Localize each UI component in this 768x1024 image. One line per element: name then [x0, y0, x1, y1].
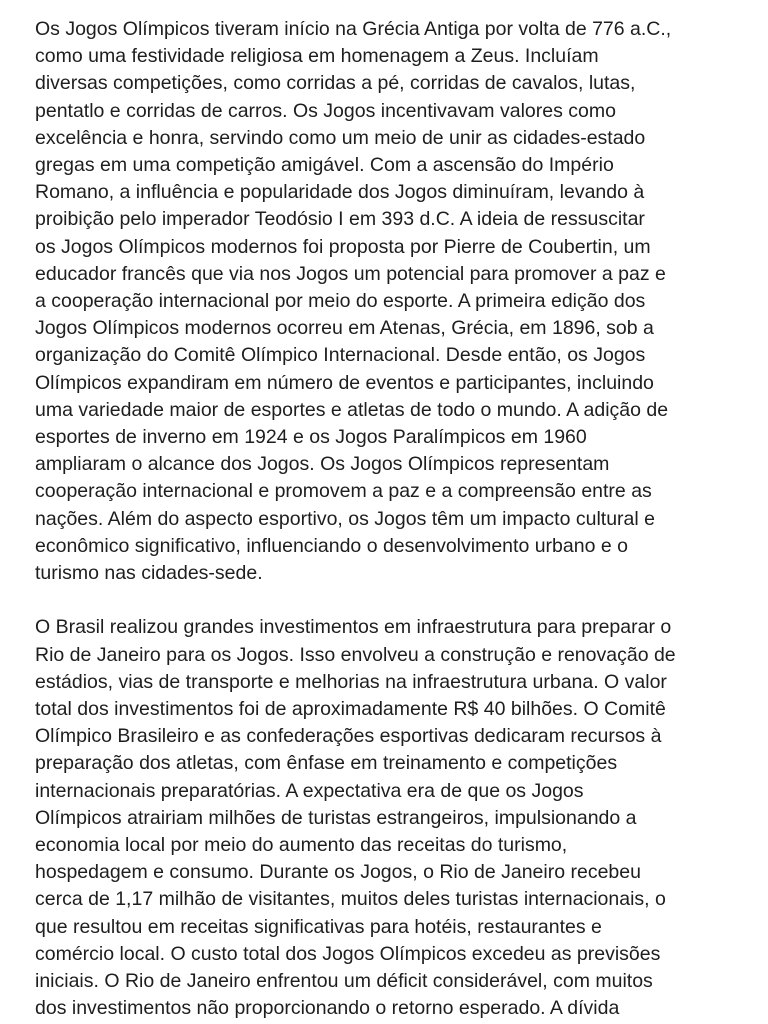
text-line: proibição pelo imperador Teodósio I em 393 d.C. A ideia de ressuscitar	[35, 208, 645, 231]
text-line: nações. Além do aspecto esportivo, os Jogos têm um impacto cultural e	[35, 507, 655, 530]
text-line: os Jogos Olímpicos modernos foi proposta por Pierre de Coubertin, um	[35, 235, 651, 258]
text-line: turismo nas cidades-sede.	[35, 562, 263, 585]
text-line: gregas em uma competição amigável. Com a ascensão do Império	[35, 154, 614, 177]
text-line: preparação dos atletas, com ênfase em treinamento e competições	[35, 752, 618, 775]
text-line: Os Jogos Olímpicos tiveram início na Grécia Antiga por volta de 776 a.C.,	[35, 18, 672, 40]
paragraph-rio-investments	[35, 614, 741, 1022]
text-line: estádios, vias de transporte e melhorias na infraestrutura urbana. O valor	[35, 670, 667, 693]
text-line: educador francês que via nos Jogos um potencial para promover a paz e	[35, 262, 666, 285]
text-line: a cooperação internacional por meio do esporte. A primeira edição dos	[35, 290, 646, 313]
text-line: dos investimentos não proporcionando o retorno esperado. A dívida	[35, 997, 620, 1020]
text-line: internacionais preparatórias. A expectativa era de que os Jogos	[35, 779, 584, 802]
text-line: economia local por meio do aumento das receitas do turismo,	[35, 834, 568, 857]
text-line: total dos investimentos foi de aproximadamente R$ 40 bilhões. O Comitê	[35, 698, 666, 721]
text-line: hospedagem e consumo. Durante os Jogos, o Rio de Janeiro recebeu	[35, 861, 641, 884]
text-line: Rio de Janeiro para os Jogos. Isso envolveu a construção e renovação de	[35, 643, 676, 666]
text-line: comércio local. O custo total dos Jogos Olímpicos excedeu as previsões	[35, 942, 661, 965]
paragraph-olympics-history	[35, 16, 741, 587]
text-line: ampliaram o alcance dos Jogos. Os Jogos Olímpicos representam	[35, 453, 610, 476]
text-line: pentatlo e corridas de carros. Os Jogos incentivavam valores como	[35, 99, 616, 122]
text-line: diversas competições, como corridas a pé, corridas de cavalos, lutas,	[35, 72, 636, 95]
text-line: como uma festividade religiosa em homenagem a Zeus. Incluíam	[35, 45, 599, 68]
text-line: Olímpico Brasileiro e as confederações esportivas dedicaram recursos à	[35, 725, 662, 748]
text-line: econômico significativo, influenciando o desenvolvimento urbano e o	[35, 534, 628, 557]
text-line: organização do Comitê Olímpico Internacional. Desde então, os Jogos	[35, 344, 646, 367]
text-line: Jogos Olímpicos modernos ocorreu em Atenas, Grécia, em 1896, sob a	[35, 317, 654, 340]
text-line: O Brasil realizou grandes investimentos em infraestrutura para preparar o	[35, 616, 672, 639]
text-line: cerca de 1,17 milhão de visitantes, muitos deles turistas internacionais, o	[35, 888, 666, 911]
text-line: esportes de inverno em 1924 e os Jogos Paralímpicos em 1960	[35, 426, 587, 449]
text-line: Olímpicos atrairiam milhões de turistas estrangeiros, impulsionando a	[35, 806, 637, 829]
text-line: Olímpicos expandiram em número de eventos e participantes, incluindo	[35, 371, 654, 394]
text-line: Romano, a influência e popularidade dos Jogos diminuíram, levando à	[35, 181, 645, 204]
text-line: iniciais. O Rio de Janeiro enfrentou um déficit considerável, com muitos	[35, 970, 653, 993]
text-line: uma variedade maior de esportes e atletas de todo o mundo. A adição de	[35, 398, 669, 421]
text-line: excelência e honra, servindo como um meio de unir as cidades-estado	[35, 126, 646, 149]
text-line: cooperação internacional e promovem a paz e a compreensão entre as	[35, 480, 652, 503]
document-body	[35, 16, 741, 1023]
text-line: que resultou em receitas significativas para hotéis, restaurantes e	[35, 915, 602, 938]
